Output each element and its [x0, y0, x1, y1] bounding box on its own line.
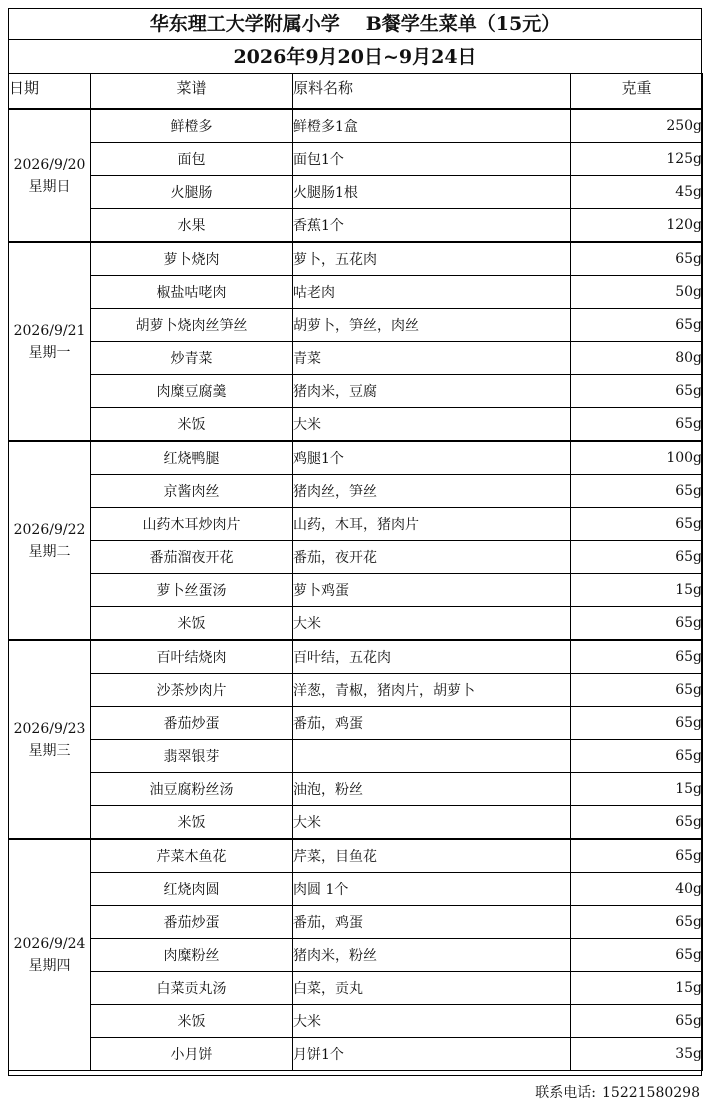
menu-row [9, 508, 703, 541]
dish-cell: 肉糜粉丝 [91, 939, 293, 972]
day-cell [9, 640, 91, 839]
ingredients-cell: 山药，木耳，猪肉片 [293, 508, 571, 541]
weight-cell: 65g [571, 674, 703, 707]
day-date: 2026/9/20 [13, 156, 86, 173]
day-date: 2026/9/21 [13, 322, 86, 339]
weight-cell: 65g [571, 740, 703, 773]
weight-cell: 50g [571, 276, 703, 309]
menu-row [9, 839, 703, 873]
header-dish: 菜谱 [91, 74, 293, 110]
dish-cell: 胡萝卜烧肉丝笋丝 [91, 309, 293, 342]
ingredients-cell: 大米 [293, 806, 571, 840]
weight-cell: 15g [571, 574, 703, 607]
dish-cell: 百叶结烧肉 [91, 640, 293, 674]
dish-cell: 椒盐咕咾肉 [91, 276, 293, 309]
weight-cell: 65g [571, 607, 703, 641]
day-weekday: 星期四 [28, 958, 71, 974]
dish-cell: 水果 [91, 209, 293, 243]
contact-line [535, 1082, 700, 1104]
menu-row [9, 143, 703, 176]
ingredients-cell: 火腿肠1根 [293, 176, 571, 209]
weight-cell: 15g [571, 972, 703, 1005]
ingredients-cell: 大米 [293, 408, 571, 442]
header-row [9, 74, 703, 110]
menu-row [9, 574, 703, 607]
dish-cell: 番茄溜夜开花 [91, 541, 293, 574]
day-cell [9, 441, 91, 640]
day-cell [9, 242, 91, 441]
weight-cell: 65g [571, 640, 703, 674]
ingredients-cell: 大米 [293, 1005, 571, 1038]
header-date: 日期 [9, 74, 91, 110]
ingredients-cell: 洋葱，青椒，猪肉片，胡萝卜 [293, 674, 571, 707]
dish-cell: 番茄炒蛋 [91, 906, 293, 939]
weight-cell: 65g [571, 508, 703, 541]
ingredients-cell: 面包1个 [293, 143, 571, 176]
dish-cell: 火腿肠 [91, 176, 293, 209]
day-date: 2026/9/23 [13, 720, 86, 737]
dish-cell: 京酱肉丝 [91, 475, 293, 508]
weight-cell: 80g [571, 342, 703, 375]
ingredients-cell: 番茄，夜开花 [293, 541, 571, 574]
menu-row [9, 939, 703, 972]
header-weight: 克重 [571, 74, 703, 110]
menu-row [9, 375, 703, 408]
ingredients-cell: 青菜 [293, 342, 571, 375]
weight-cell: 65g [571, 309, 703, 342]
day-cell [9, 839, 91, 1071]
menu-row [9, 408, 703, 442]
dish-cell: 芹菜木鱼花 [91, 839, 293, 873]
weight-cell: 35g [571, 1038, 703, 1071]
dish-cell: 红烧肉圆 [91, 873, 293, 906]
weight-cell: 15g [571, 773, 703, 806]
dish-cell: 米饭 [91, 1005, 293, 1038]
weight-cell: 65g [571, 939, 703, 972]
menu-row [9, 441, 703, 475]
menu-row [9, 906, 703, 939]
ingredients-cell [293, 740, 571, 773]
dish-cell: 翡翠银芽 [91, 740, 293, 773]
ingredients-cell: 百叶结，五花肉 [293, 640, 571, 674]
dish-cell: 山药木耳炒肉片 [91, 508, 293, 541]
weight-cell: 65g [571, 906, 703, 939]
contact-phone: 15221580298 [602, 1085, 700, 1101]
dish-cell: 肉糜豆腐羹 [91, 375, 293, 408]
menu-row [9, 707, 703, 740]
menu-table [8, 73, 703, 1071]
menu-row [9, 1005, 703, 1038]
dish-cell: 面包 [91, 143, 293, 176]
ingredients-cell: 番茄，鸡蛋 [293, 707, 571, 740]
weight-cell: 65g [571, 806, 703, 840]
menu-row [9, 773, 703, 806]
ingredients-cell: 鸡腿1个 [293, 441, 571, 475]
ingredients-cell: 咕老肉 [293, 276, 571, 309]
weight-cell: 250g [571, 109, 703, 143]
day-weekday: 星期二 [28, 543, 71, 560]
weight-cell: 100g [571, 441, 703, 475]
dish-cell: 鲜橙多 [91, 109, 293, 143]
menu-row [9, 607, 703, 641]
header-ingredients: 原料名称 [293, 74, 571, 110]
page-title [8, 8, 702, 40]
weight-cell: 65g [571, 375, 703, 408]
ingredients-cell: 猪肉米，粉丝 [293, 939, 571, 972]
day-weekday: 星期一 [28, 344, 71, 361]
weight-cell: 120g [571, 209, 703, 243]
ingredients-cell: 芹菜，目鱼花 [293, 839, 571, 873]
weight-cell: 40g [571, 873, 703, 906]
menu-row [9, 806, 703, 840]
menu-row [9, 242, 703, 276]
ingredients-cell: 胡萝卜，笋丝，肉丝 [293, 309, 571, 342]
ingredients-cell: 油泡，粉丝 [293, 773, 571, 806]
menu-row [9, 309, 703, 342]
dish-cell: 沙茶炒肉片 [91, 674, 293, 707]
ingredients-cell: 番茄，鸡蛋 [293, 906, 571, 939]
ingredients-cell: 大米 [293, 607, 571, 641]
weight-cell: 125g [571, 143, 703, 176]
meal-name: B餐学生菜单（15元） [365, 13, 561, 35]
dish-cell: 白菜贡丸汤 [91, 972, 293, 1005]
dish-cell: 炒青菜 [91, 342, 293, 375]
ingredients-cell: 猪肉米，豆腐 [293, 375, 571, 408]
dish-cell: 萝卜丝蛋汤 [91, 574, 293, 607]
menu-row [9, 342, 703, 375]
menu-row [9, 1038, 703, 1071]
menu-row [9, 276, 703, 309]
dish-cell: 米饭 [91, 607, 293, 641]
weight-cell: 65g [571, 839, 703, 873]
school-name: 华东理工大学附属小学 [149, 13, 340, 35]
weight-cell: 65g [571, 1005, 703, 1038]
menu-row [9, 740, 703, 773]
ingredients-cell: 月饼1个 [293, 1038, 571, 1071]
dish-cell: 米饭 [91, 408, 293, 442]
menu-row [9, 541, 703, 574]
dish-cell: 小月饼 [91, 1038, 293, 1071]
day-weekday: 星期日 [28, 178, 71, 195]
ingredients-cell: 鲜橙多1盒 [293, 109, 571, 143]
ingredients-cell: 萝卜鸡蛋 [293, 574, 571, 607]
menu-row [9, 873, 703, 906]
weight-cell: 65g [571, 707, 703, 740]
date-range: 2026年9月20日~9月24日 [233, 46, 477, 68]
weight-cell: 45g [571, 176, 703, 209]
day-cell [9, 109, 91, 242]
menu-body [9, 109, 703, 1071]
weight-cell: 65g [571, 475, 703, 508]
menu-row [9, 674, 703, 707]
ingredients-cell: 猪肉丝，笋丝 [293, 475, 571, 508]
dish-cell: 油豆腐粉丝汤 [91, 773, 293, 806]
day-date: 2026/9/24 [13, 936, 86, 952]
contact-label: 联系电话: [535, 1085, 597, 1101]
dish-cell: 番茄炒蛋 [91, 707, 293, 740]
dish-cell: 萝卜烧肉 [91, 242, 293, 276]
day-weekday: 星期三 [28, 742, 71, 759]
dish-cell: 红烧鸭腿 [91, 441, 293, 475]
weight-cell: 65g [571, 541, 703, 574]
ingredients-cell: 萝卜，五花肉 [293, 242, 571, 276]
menu-row [9, 475, 703, 508]
ingredients-cell: 肉圆 1个 [293, 873, 571, 906]
ingredients-cell: 白菜，贡丸 [293, 972, 571, 1005]
menu-row [9, 109, 703, 143]
menu-row [9, 209, 703, 243]
menu-row [9, 176, 703, 209]
menu-row [9, 640, 703, 674]
weight-cell: 65g [571, 242, 703, 276]
day-date: 2026/9/22 [13, 521, 86, 538]
dish-cell: 米饭 [91, 806, 293, 840]
menu-row [9, 972, 703, 1005]
ingredients-cell: 香蕉1个 [293, 209, 571, 243]
weight-cell: 65g [571, 408, 703, 442]
